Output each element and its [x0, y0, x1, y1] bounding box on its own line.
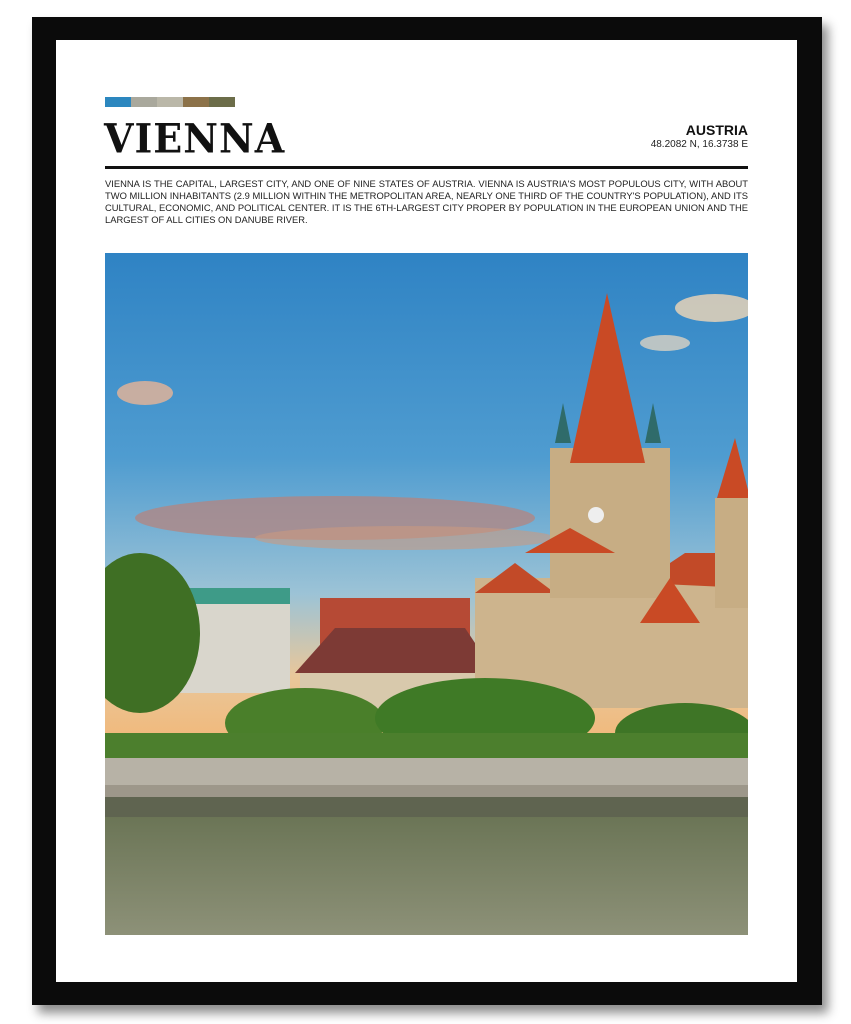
color-palette: [105, 97, 235, 107]
country-label: AUSTRIA: [685, 122, 748, 138]
swatch: [183, 97, 209, 107]
swatch: [131, 97, 157, 107]
swatch: [209, 97, 235, 107]
swatch: [157, 97, 183, 107]
divider: [105, 166, 748, 169]
swatch: [105, 97, 131, 107]
city-title: VIENNA: [104, 114, 286, 163]
city-photo: [105, 253, 748, 935]
city-description: VIENNA IS THE CAPITAL, LARGEST CITY, AND ONE OF NINE STATES OF AUSTRIA. VIENNA IS AUSTRIA'S MOST POPULOUS CITY, WITH ABOUT TWO MILLION INHABITANTS (2.9 MILLION WITHIN THE METROPOLITAN AREA, NEARLY ONE THIRD OF THE COUNTRY'S POPULATION), AND ITS CULTURAL, ECONOMIC, AND POLITICAL CENTER. IT IS THE 6TH-LARGEST CITY PROPER BY POPULATION IN THE EUROPEAN UNION AND THE LARGEST OF ALL CITIES ON DANUBE RIVER.: [105, 178, 748, 225]
coordinates-label: 48.2082 N, 16.3738 E: [650, 139, 748, 150]
poster-mat: [56, 40, 797, 982]
poster-frame: [32, 17, 822, 1005]
